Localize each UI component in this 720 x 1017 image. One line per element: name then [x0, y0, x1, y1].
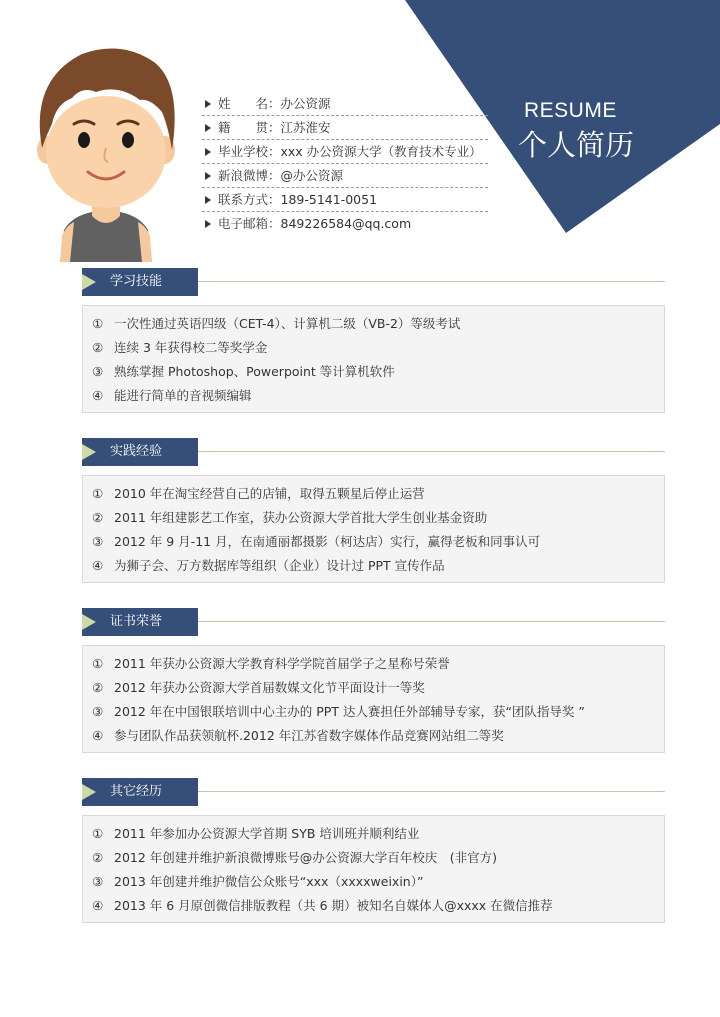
info-value: @办公资源 [280, 168, 344, 183]
item-text: 2012 年 9 月-11 月，在南通丽都摄影（柯达店）实行，赢得老板和同事认可 [114, 534, 541, 549]
list-item [83, 482, 664, 506]
section-other [82, 778, 665, 923]
info-row-name [202, 92, 488, 116]
section-flag [82, 268, 198, 296]
item-text: 2013 年创建并维护微信公众账号“xxx（xxxxweixin）” [114, 874, 424, 889]
section-divider [198, 621, 665, 622]
list-item [83, 554, 664, 578]
item-text: 2012 年获办公资源大学首届数媒文化节平面设计一等奖 [114, 680, 425, 695]
list-item [83, 360, 664, 384]
item-number: ② [92, 340, 104, 355]
bullet-triangle-icon [205, 100, 211, 108]
info-row-weibo [202, 164, 488, 188]
section-divider [198, 791, 665, 792]
bullet-triangle-icon [205, 220, 211, 228]
item-text: 2012 年创建并维护新浪微博账号@办公资源大学百年校庆 (非官方) [114, 850, 498, 865]
section-title: 其它经历 [110, 784, 163, 799]
list-item [83, 700, 664, 724]
section-experience [82, 438, 665, 583]
info-value: 849226584@qq.com [280, 216, 412, 231]
info-value: 办公资源 [280, 96, 331, 111]
item-text: 参与团队作品获领航杯.2012 年江苏省数字媒体作品竞赛网站组二等奖 [114, 728, 504, 743]
flag-arrow-icon [82, 784, 96, 800]
flag-arrow-icon [82, 614, 96, 630]
section-honors [82, 608, 665, 753]
item-text: 2011 年组建影艺工作室，获办公资源大学首批大学生创业基金资助 [114, 510, 488, 525]
info-row-school [202, 140, 488, 164]
info-value: xxx 办公资源大学（教育技术专业） [280, 144, 482, 159]
item-text: 能进行简单的音视频编辑 [114, 388, 252, 403]
bullet-triangle-icon [205, 196, 211, 204]
item-text: 2010 年在淘宝经营自己的店铺，取得五颗星后停止运营 [114, 486, 425, 501]
avatar-icon [22, 40, 190, 262]
info-label: 毕业学校： [218, 144, 281, 159]
item-number: ① [92, 826, 104, 841]
item-number: ③ [92, 534, 104, 549]
bullet-triangle-icon [205, 124, 211, 132]
section-divider [198, 281, 665, 282]
item-text: 为狮子会、万方数据库等组织（企业）设计过 PPT 宣传作品 [114, 558, 445, 573]
item-text: 熟练掌握 Photoshop、Powerpoint 等计算机软件 [114, 364, 395, 379]
section-title: 实践经验 [110, 444, 163, 459]
list-item [83, 506, 664, 530]
item-number: ① [92, 316, 104, 331]
flag-arrow-icon [82, 274, 96, 290]
info-row-email [202, 212, 488, 235]
item-number: ① [92, 486, 104, 501]
bullet-triangle-icon [205, 148, 211, 156]
section-header [82, 268, 665, 296]
list-item [83, 676, 664, 700]
info-label: 电子邮箱： [218, 216, 281, 231]
list-item [83, 870, 664, 894]
section-box [82, 305, 665, 413]
item-text: 2012 年在中国银联培训中心主办的 PPT 达人赛担任外部辅导专家，获“团队指导奖 ” [114, 704, 585, 719]
item-text: 一次性通过英语四级（CET-4）、计算机二级（VB-2）等级考试 [114, 316, 461, 331]
item-number: ④ [92, 728, 104, 743]
info-row-hometown [202, 116, 488, 140]
list-item [83, 336, 664, 360]
info-value: 江苏淮安 [280, 120, 331, 135]
personal-info [202, 92, 488, 235]
section-title: 学习技能 [110, 274, 163, 289]
list-item [83, 894, 664, 918]
info-label: 籍 贯： [218, 120, 281, 135]
list-item [83, 846, 664, 870]
list-item [83, 530, 664, 554]
section-flag [82, 608, 198, 636]
list-item [83, 312, 664, 336]
section-box [82, 815, 665, 923]
section-skills [82, 268, 665, 413]
item-number: ③ [92, 364, 104, 379]
section-header [82, 438, 665, 466]
flag-arrow-icon [82, 444, 96, 460]
section-header [82, 608, 665, 636]
item-number: ③ [92, 704, 104, 719]
list-item [83, 724, 664, 748]
item-number: ② [92, 510, 104, 525]
section-box [82, 475, 665, 583]
section-box [82, 645, 665, 753]
item-number: ④ [92, 388, 104, 403]
item-text: 2011 年参加办公资源大学首期 SYB 培训班并顺利结业 [114, 826, 420, 841]
item-text: 连续 3 年获得校二等奖学金 [114, 340, 268, 355]
info-value: 189-5141-0051 [280, 192, 378, 207]
info-label: 新浪微博： [218, 168, 281, 183]
section-header [82, 778, 665, 806]
item-text: 2011 年获办公资源大学教育科学学院首届学子之星称号荣誉 [114, 656, 450, 671]
item-number: ④ [92, 898, 104, 913]
item-number: ② [92, 680, 104, 695]
item-number: ③ [92, 874, 104, 889]
bullet-triangle-icon [205, 172, 211, 180]
section-flag [82, 438, 198, 466]
info-label: 联系方式： [218, 192, 281, 207]
list-item [83, 822, 664, 846]
item-number: ④ [92, 558, 104, 573]
info-row-phone [202, 188, 488, 212]
info-label: 姓 名： [218, 96, 281, 111]
section-divider [198, 451, 665, 452]
list-item [83, 384, 664, 408]
section-title: 证书荣誉 [110, 614, 163, 629]
resume-title-en: RESUME [524, 99, 617, 122]
item-number: ① [92, 656, 104, 671]
item-text: 2013 年 6 月原创微信排版教程（共 6 期）被知名自媒体人@xxxx 在微信推荐 [114, 898, 553, 913]
resume-title-zh: 个人简历 [518, 128, 635, 162]
list-item [83, 652, 664, 676]
item-number: ② [92, 850, 104, 865]
section-flag [82, 778, 198, 806]
